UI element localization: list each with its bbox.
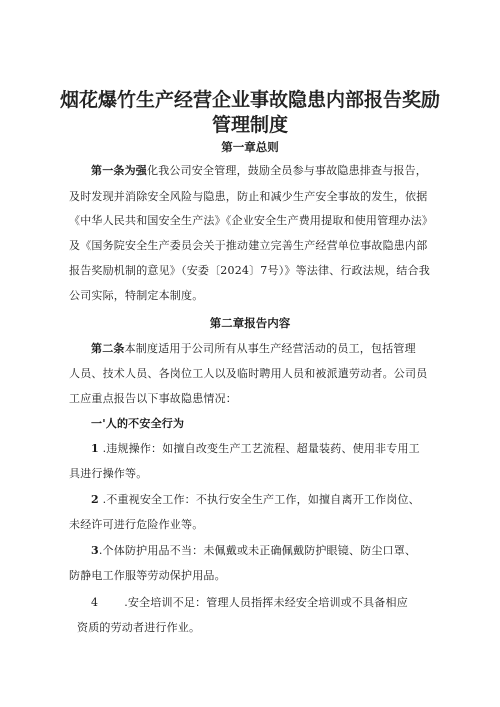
chapter2-heading: 第二章报告内容 [209,316,291,330]
article1-line: 《中华人民共和国安全生产法》《企业安全生产费用提取和使用管理办法》 [69,214,434,227]
list-item-number: 2 [91,493,99,506]
list-item-text: .违规操作：如擅自改变生产工艺流程、超量装药、使用非专用工 [102,442,420,455]
list-item-number: 1 [91,442,99,455]
article2-line: 工应重点报告以下事故隐患情况： [69,392,237,405]
article1-line: 报告奖励机制的意见》（安委〔2024〕7号）》等法律、行政法规，结合我 [69,264,430,277]
list-item-number: 3 [91,544,99,557]
list-item [91,594,408,612]
list-item-text: .不重视安全工作：不执行安全生产工作，如擅自离开工作岗位、 [102,493,420,506]
article1-text: 化我公司安全管理，鼓励全员参与事故隐患排查与报告， [147,164,427,177]
article2-label: 第二条 [91,342,125,355]
document-title-line2: 管理制度 [211,114,288,136]
list-item-text: .安全培训不足：管理人员指挥未经安全培训或不具备相应 [124,596,408,609]
article1-line: 公司实际，特制定本制度。 [69,289,204,302]
article1-label: 第一条为强 [91,164,147,177]
section-heading: 一'人的不安全行为 [91,417,185,430]
list-item-continuation: 具进行操作等。 [69,467,148,480]
list-item-continuation: 资质的劳动者进行作业。 [77,621,201,634]
list-item-text: .个体防护用品不当：未佩戴或未正确佩戴防护眼镜、防尘口罩、 [98,544,417,557]
list-item-continuation: 防静电工作服等劳动保护用品。 [69,569,226,582]
list-item-continuation: 未经许可进行危险作业等。 [69,518,204,531]
article2-text: 本制度适用于公司所有从事生产经营活动的员工，包括管理 [124,342,416,355]
article2-line [91,340,416,358]
document-title-line1: 烟花爆竹生产经营企业事故隐患内部报告奖励 [59,89,440,111]
list-item-number: 4 [91,596,99,609]
list-item [91,491,420,509]
article1-line: 及时发现并消除安全风险与隐患，防止和减少生产安全事故的发生，依据 [69,190,428,203]
chapter1-heading: 第一章总则 [221,140,279,154]
list-item [91,542,416,560]
article1-line [91,162,427,180]
article1-line: 及《国务院安全生产委员会关于推动建立完善生产经营单位事故隐患内部 [69,239,428,252]
article2-line: 人员、技术人员、各岗位工人以及临时聘用人员和被派遣劳动者。公司员 [69,367,428,380]
list-item [91,440,420,458]
